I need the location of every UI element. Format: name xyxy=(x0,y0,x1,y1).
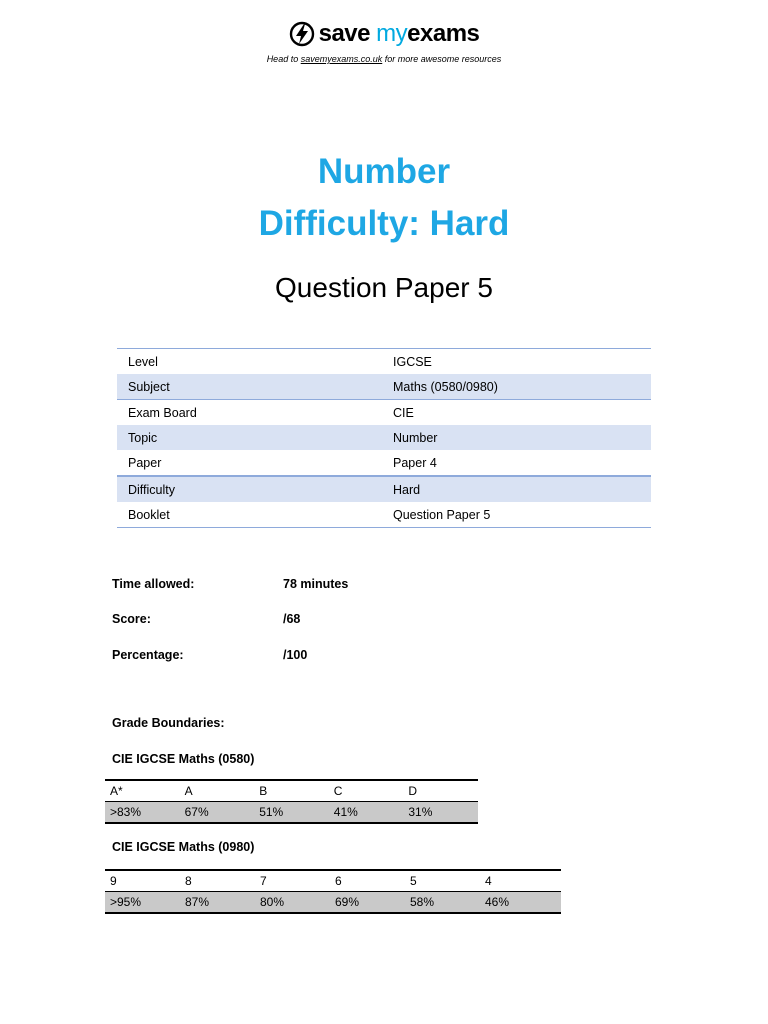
grade-row-grades xyxy=(105,781,478,801)
grade-cell: D xyxy=(408,784,418,798)
grade-cell: C xyxy=(333,784,343,798)
info-label: Exam Board xyxy=(128,405,197,420)
info-row-paper xyxy=(117,450,651,476)
grade-row-grades xyxy=(105,871,561,891)
grade-cell: 9 xyxy=(110,874,117,888)
percent-cell: 80% xyxy=(260,895,285,909)
website-link[interactable]: savemyexams.co.uk xyxy=(300,54,383,64)
grade-cell: A* xyxy=(110,784,123,798)
difficulty-title: Difficulty: Hard xyxy=(258,204,510,243)
info-label: Subject xyxy=(128,379,170,394)
info-row-level xyxy=(117,349,651,374)
percent-cell: 69% xyxy=(335,895,360,909)
grade-cell: B xyxy=(259,784,268,798)
grade-cell: 4 xyxy=(485,874,492,888)
info-value: Hard xyxy=(393,482,421,497)
info-label: Difficulty xyxy=(128,482,176,497)
table-0580-title: CIE IGCSE Maths (0580) xyxy=(112,752,255,766)
grade-cell: 7 xyxy=(260,874,267,888)
grade-cell: 8 xyxy=(185,874,192,888)
percent-cell: 31% xyxy=(408,805,433,819)
info-label: Level xyxy=(128,354,158,369)
percent-cell: 46% xyxy=(485,895,510,909)
info-row-topic xyxy=(117,425,651,450)
percent-cell: 41% xyxy=(333,805,358,819)
info-label: Booklet xyxy=(128,507,170,522)
paper-subtitle: Question Paper 5 xyxy=(275,272,493,303)
info-table xyxy=(117,348,651,528)
percent-cell: 58% xyxy=(410,895,435,909)
grade-row-percents xyxy=(105,801,478,822)
percent-cell: 87% xyxy=(185,895,210,909)
time-allowed-label: Time allowed: xyxy=(112,577,195,591)
grade-cell: 6 xyxy=(335,874,342,888)
topic-title: Number xyxy=(317,152,451,191)
grade-table-0580 xyxy=(105,779,478,824)
grade-row-percents xyxy=(105,891,561,912)
info-row-subject xyxy=(117,374,651,399)
info-value: Paper 4 xyxy=(393,455,437,470)
score-value: /68 xyxy=(283,612,301,626)
info-label: Paper xyxy=(128,455,162,470)
info-value: Question Paper 5 xyxy=(393,507,491,522)
grade-table-0980 xyxy=(105,869,561,914)
lightning-bolt-icon xyxy=(289,21,315,47)
info-row-booklet xyxy=(117,502,651,527)
info-value: IGCSE xyxy=(393,354,432,369)
info-row-exam-board xyxy=(117,399,651,425)
percent-cell: >83% xyxy=(110,805,142,819)
score-label: Score: xyxy=(112,612,151,626)
logo[interactable] xyxy=(289,18,480,50)
percent-cell: 51% xyxy=(259,805,284,819)
info-value: Number xyxy=(393,430,438,445)
percentage-row xyxy=(112,648,307,662)
tagline: Head to savemyexams.co.uk for more awesome resources xyxy=(266,54,502,64)
percentage-label: Percentage: xyxy=(112,648,184,662)
grade-boundaries-heading: Grade Boundaries: xyxy=(112,716,225,730)
percentage-value: /100 xyxy=(283,648,308,662)
score-row xyxy=(112,612,300,626)
percent-cell: >95% xyxy=(110,895,142,909)
info-value: Maths (0580/0980) xyxy=(393,379,498,394)
header xyxy=(0,18,768,64)
grade-cell: A xyxy=(184,784,193,798)
info-label: Topic xyxy=(128,430,158,445)
info-value: CIE xyxy=(393,405,414,420)
logo-text: save myexams xyxy=(318,20,480,47)
grade-cell: 5 xyxy=(410,874,417,888)
percent-cell: 67% xyxy=(184,805,209,819)
table-0980-title: CIE IGCSE Maths (0980) xyxy=(112,840,255,854)
time-allowed-value: 78 minutes xyxy=(283,577,349,591)
info-row-difficulty xyxy=(117,476,651,502)
time-allowed-row xyxy=(112,577,348,591)
